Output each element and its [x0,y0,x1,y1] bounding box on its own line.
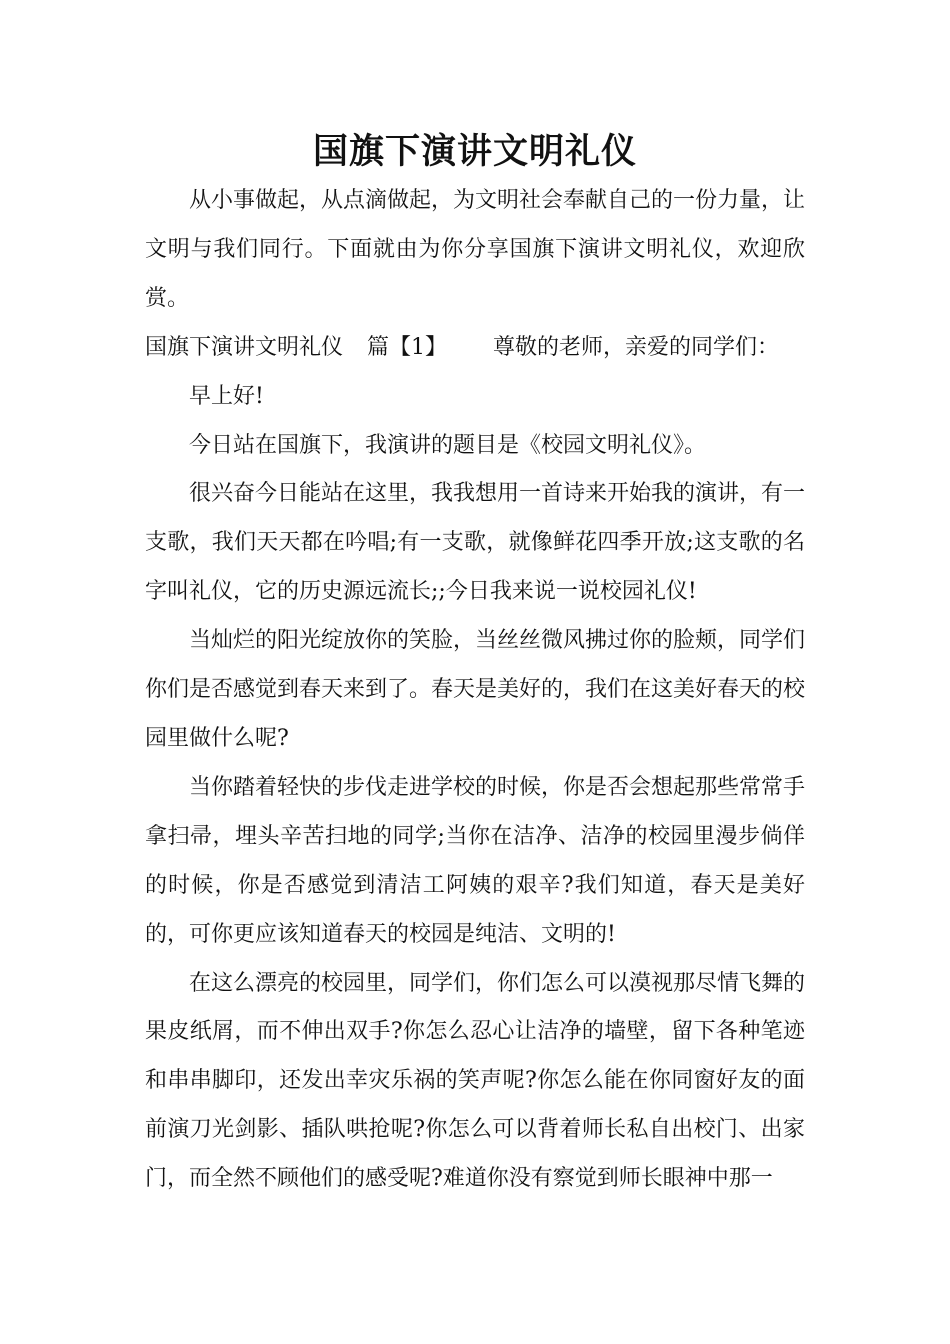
section-heading-title: 国旗下演讲文明礼仪 [145,334,344,360]
paragraph-cleaning: 当你踏着轻快的步伐走进学校的时候，你是否会想起那些常常手拿扫帚，埋头辛苦扫地的同学;当你在洁净、洁净的校园里漫步倘佯的时候，你是否感觉到清洁工阿姨的艰辛?我们知道，春天是美好的，可你更应该知道春天的校园是纯洁、文明的! [145,774,806,947]
section-heading-line [145,324,805,373]
document-body [145,177,805,1204]
paragraph-poem: 很兴奋今日能站在这里，我我想用一首诗来开始我的演讲，有一支歌，我们天天都在吟唱;有一支歌，就像鲜花四季开放;这支歌的名字叫礼仪，它的历史源远流长;;今日我来说一说校园礼仪! [145,481,806,605]
section-heading-part: 篇【1】 [367,334,448,360]
paragraph-spring: 当灿烂的阳光绽放你的笑脸，当丝丝微风拂过你的脸颊，同学们你们是否感觉到春天来到了。春天是美好的，我们在这美好春天的校园里做什么呢? [145,628,806,751]
intro-paragraph: 从小事做起，从点滴做起，为文明社会奉献自己的一份力量，让文明与我们同行。下面就由为你分享国旗下演讲文明礼仪，欢迎欣赏。 [145,188,806,311]
paragraph-behavior: 在这么漂亮的校园里，同学们，你们怎么可以漠视那尽情飞舞的果皮纸屑，而不伸出双手?你怎么忍心让洁净的墙壁，留下各种笔迹和串串脚印，还发出幸灾乐祸的笑声呢?你怎么能在你同窗好友的面前演刀光剑影、插队哄抢呢?你怎么可以背着师长私自出校门、出家门，而全然不顾他们的感受呢?难道你没有察觉到师长眼神中那一 [145,970,806,1192]
paragraph-greeting: 早上好! [189,383,264,409]
paragraph-topic: 今日站在国旗下，我演讲的题目是《校园文明礼仪》。 [189,432,707,458]
document-title: 国旗下演讲文明礼仪 [312,131,637,172]
salutation: 尊敬的老师，亲爱的同学们： [493,334,780,360]
